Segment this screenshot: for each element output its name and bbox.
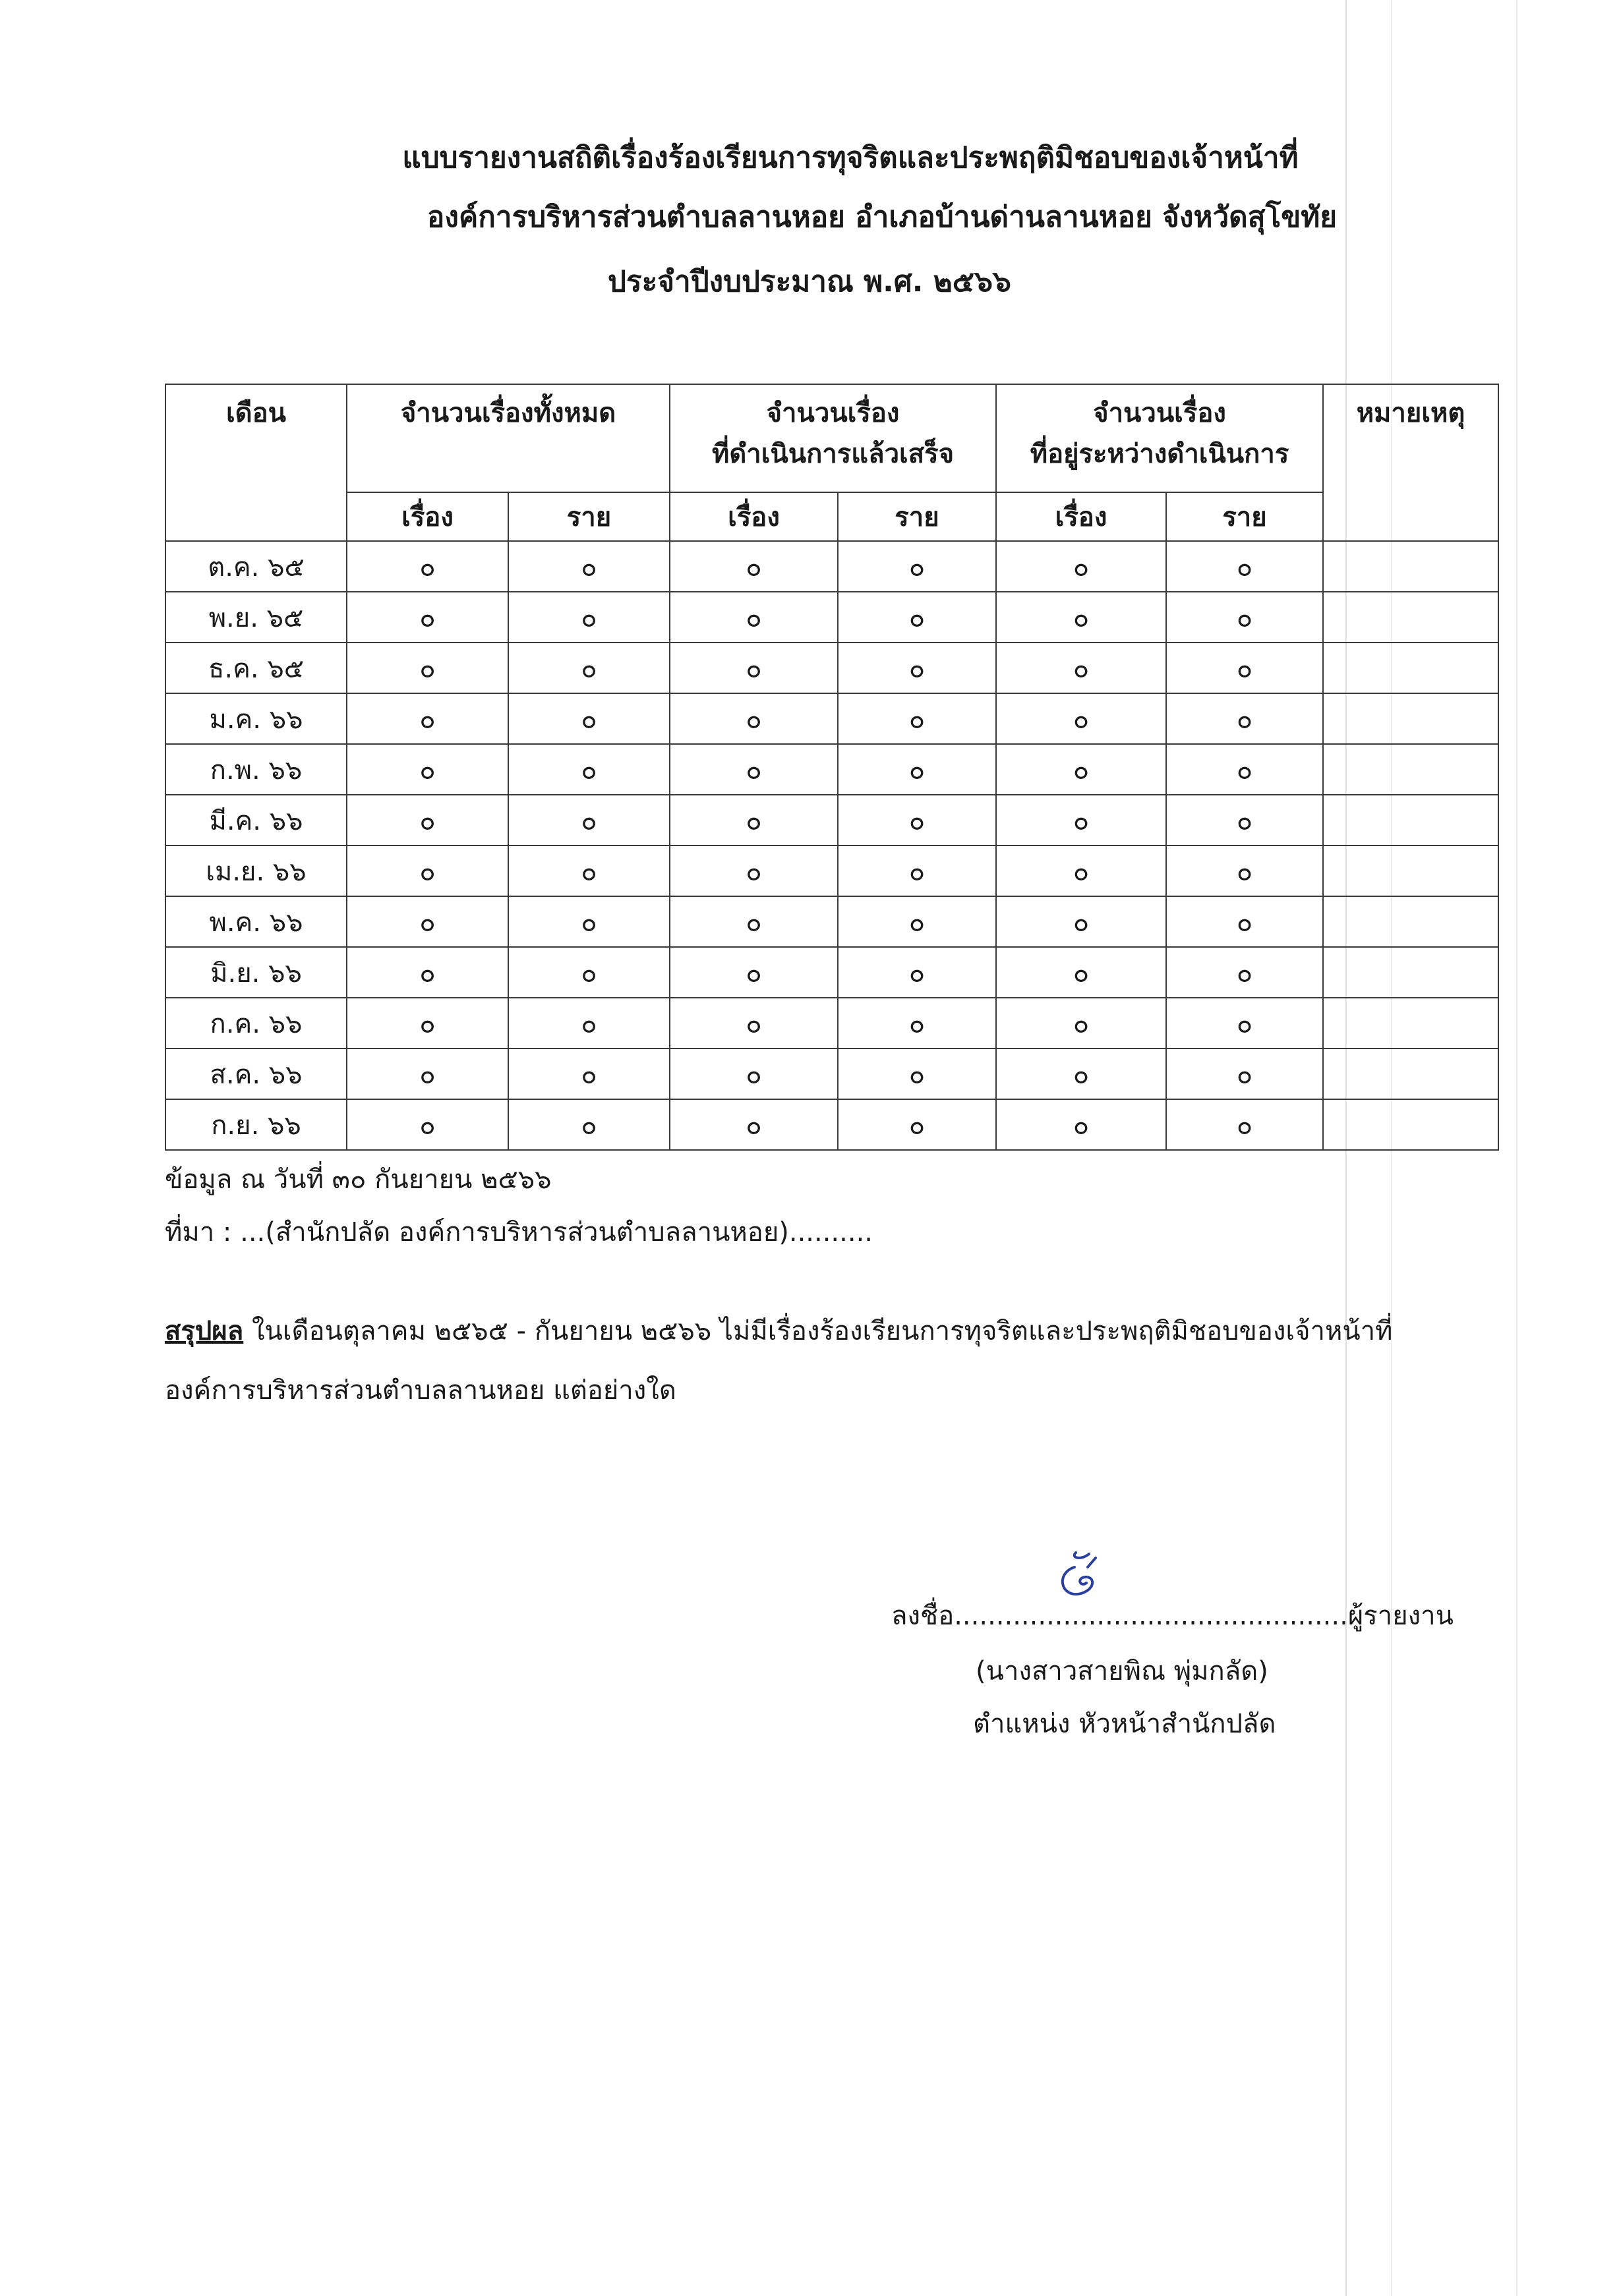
remark-cell (1323, 1099, 1498, 1150)
month-cell: ก.ค. ๖๖ (165, 998, 347, 1048)
count-cell: ๐ (508, 592, 670, 643)
month-cell: ส.ค. ๖๖ (165, 1048, 347, 1099)
table-row (165, 1048, 1498, 1099)
count-cell: ๐ (670, 846, 838, 896)
header-completed (670, 384, 996, 492)
table-row (165, 592, 1498, 643)
remark-cell (1323, 846, 1498, 896)
count-cell: ๐ (508, 744, 670, 795)
count-cell: ๐ (670, 643, 838, 693)
header-total (347, 384, 670, 492)
header-completed-line2: ที่ดำเนินการแล้วเสร็จ (711, 439, 955, 469)
count-cell: ๐ (996, 1048, 1166, 1099)
count-cell: ๐ (838, 846, 996, 896)
count-cell: ๐ (347, 896, 508, 947)
table-row (165, 744, 1498, 795)
remark-cell (1323, 795, 1498, 846)
count-cell: ๐ (838, 744, 996, 795)
report-title-line3: ประจำปีงบประมาณ พ.ศ. ๒๕๖๖ (608, 265, 1011, 299)
table-row (165, 1099, 1498, 1150)
count-cell: ๐ (508, 693, 670, 744)
complaint-statistics-table (165, 384, 1499, 1151)
count-cell: ๐ (996, 643, 1166, 693)
table-row (165, 693, 1498, 744)
count-cell: ๐ (996, 1099, 1166, 1150)
count-cell: ๐ (838, 693, 996, 744)
count-cell: ๐ (996, 846, 1166, 896)
signer-position: ตำแหน่ง หัวหน้าสำนักปลัด (973, 1709, 1276, 1739)
count-cell: ๐ (508, 643, 670, 693)
remark-cell (1323, 947, 1498, 998)
subheader-story: เรื่อง (996, 492, 1166, 541)
count-cell: ๐ (670, 1048, 838, 1099)
count-cell: ๐ (1166, 1099, 1323, 1150)
month-cell: พ.ค. ๖๖ (165, 896, 347, 947)
table-row (165, 998, 1498, 1048)
count-cell: ๐ (1166, 744, 1323, 795)
count-cell: ๐ (838, 541, 996, 592)
remark-cell (1323, 643, 1498, 693)
count-cell: ๐ (996, 795, 1166, 846)
count-cell: ๐ (670, 693, 838, 744)
count-cell: ๐ (838, 643, 996, 693)
subheader-story: เรื่อง (670, 492, 838, 541)
count-cell: ๐ (838, 592, 996, 643)
month-cell: พ.ย. ๖๕ (165, 592, 347, 643)
table-row (165, 541, 1498, 592)
count-cell: ๐ (996, 541, 1166, 592)
summary-text: ในเดือนตุลาคม ๒๕๖๕ - กันยายน ๒๕๖๖ ไม่มีเรื่องร้องเรียนการทุจริตและประพฤติมิชอบของเจ้าหน้าที่ (243, 1316, 1393, 1346)
count-cell: ๐ (1166, 998, 1323, 1048)
count-cell: ๐ (347, 1048, 508, 1099)
month-cell: มิ.ย. ๖๖ (165, 947, 347, 998)
count-cell: ๐ (996, 744, 1166, 795)
subheader-story: เรื่อง (347, 492, 508, 541)
remark-cell (1323, 693, 1498, 744)
scan-artifact (1516, 0, 1517, 2296)
count-cell: ๐ (508, 998, 670, 1048)
table-row (165, 795, 1498, 846)
count-cell: ๐ (347, 643, 508, 693)
header-completed-line1: จำนวนเรื่อง (766, 398, 900, 428)
count-cell: ๐ (1166, 1048, 1323, 1099)
count-cell: ๐ (347, 998, 508, 1048)
month-cell: ก.พ. ๖๖ (165, 744, 347, 795)
count-cell: ๐ (996, 693, 1166, 744)
count-cell: ๐ (347, 846, 508, 896)
remark-cell (1323, 998, 1498, 1048)
count-cell: ๐ (1166, 643, 1323, 693)
count-cell: ๐ (508, 947, 670, 998)
count-cell: ๐ (670, 1099, 838, 1150)
count-cell: ๐ (838, 795, 996, 846)
count-cell: ๐ (508, 795, 670, 846)
count-cell: ๐ (996, 592, 1166, 643)
signature-line: ลงชื่อ...............................................ผู้รายงาน (891, 1601, 1454, 1631)
subheader-case: ราย (838, 492, 996, 541)
count-cell: ๐ (1166, 947, 1323, 998)
remark-cell (1323, 541, 1498, 592)
header-in-progress (996, 384, 1323, 492)
remark-cell (1323, 592, 1498, 643)
header-remark: หมายเหตุ (1323, 384, 1498, 541)
signer-name: (นางสาวสายพิณ พุ่มกลัด) (976, 1656, 1268, 1686)
report-title-line2: องค์การบริหารส่วนตำบลลานหอย อำเภอบ้านด่านลานหอย จังหวัดสุโขทัย (427, 200, 1338, 234)
month-cell: ต.ค. ๖๕ (165, 541, 347, 592)
count-cell: ๐ (1166, 795, 1323, 846)
count-cell: ๐ (1166, 541, 1323, 592)
count-cell: ๐ (838, 1099, 996, 1150)
count-cell: ๐ (508, 1099, 670, 1150)
count-cell: ๐ (347, 947, 508, 998)
count-cell: ๐ (508, 896, 670, 947)
count-cell: ๐ (508, 846, 670, 896)
count-cell: ๐ (347, 795, 508, 846)
count-cell: ๐ (347, 1099, 508, 1150)
remark-cell (1323, 744, 1498, 795)
count-cell: ๐ (1166, 846, 1323, 896)
header-in-progress-line2: ที่อยู่ระหว่างดำเนินการ (1030, 439, 1289, 469)
count-cell: ๐ (670, 541, 838, 592)
summary-line2: องค์การบริหารส่วนตำบลลานหอย แต่อย่างใด (165, 1375, 676, 1406)
count-cell: ๐ (670, 744, 838, 795)
subheader-case: ราย (508, 492, 670, 541)
count-cell: ๐ (1166, 896, 1323, 947)
count-cell: ๐ (347, 541, 508, 592)
month-cell: มี.ค. ๖๖ (165, 795, 347, 846)
count-cell: ๐ (838, 947, 996, 998)
count-cell: ๐ (1166, 592, 1323, 643)
month-cell: ก.ย. ๖๖ (165, 1099, 347, 1150)
count-cell: ๐ (996, 896, 1166, 947)
count-cell: ๐ (347, 592, 508, 643)
month-cell: เม.ย. ๖๖ (165, 846, 347, 896)
remark-cell (1323, 896, 1498, 947)
subheader-case: ราย (1166, 492, 1323, 541)
header-total-label: จำนวนเรื่องทั้งหมด (400, 398, 616, 428)
count-cell: ๐ (838, 896, 996, 947)
source-note: ที่มา : ...(สำนักปลัด องค์การบริหารส่วนตำบลลานหอย).......... (165, 1217, 873, 1248)
remark-cell (1323, 1048, 1498, 1099)
month-cell: ม.ค. ๖๖ (165, 693, 347, 744)
count-cell: ๐ (347, 744, 508, 795)
data-as-of-note: ข้อมูล ณ วันที่ ๓๐ กันยายน ๒๕๖๖ (165, 1164, 552, 1195)
table-row (165, 846, 1498, 896)
table-row (165, 947, 1498, 998)
count-cell: ๐ (508, 1048, 670, 1099)
count-cell: ๐ (508, 541, 670, 592)
count-cell: ๐ (996, 998, 1166, 1048)
report-title-line1: แบบรายงานสถิติเรื่องร้องเรียนการทุจริตและประพฤติมิชอบของเจ้าหน้าที่ (402, 141, 1299, 175)
count-cell: ๐ (670, 592, 838, 643)
count-cell: ๐ (996, 947, 1166, 998)
summary-line1 (165, 1313, 1490, 1350)
month-cell: ธ.ค. ๖๕ (165, 643, 347, 693)
summary-lead: สรุปผล (165, 1316, 244, 1346)
table-row (165, 896, 1498, 947)
table-body (165, 541, 1498, 1150)
count-cell: ๐ (838, 998, 996, 1048)
header-month: เดือน (165, 384, 347, 541)
count-cell: ๐ (670, 896, 838, 947)
header-in-progress-line1: จำนวนเรื่อง (1093, 398, 1226, 428)
count-cell: ๐ (838, 1048, 996, 1099)
count-cell: ๐ (670, 998, 838, 1048)
count-cell: ๐ (670, 947, 838, 998)
count-cell: ๐ (347, 693, 508, 744)
count-cell: ๐ (670, 795, 838, 846)
table-row (165, 643, 1498, 693)
count-cell: ๐ (1166, 693, 1323, 744)
